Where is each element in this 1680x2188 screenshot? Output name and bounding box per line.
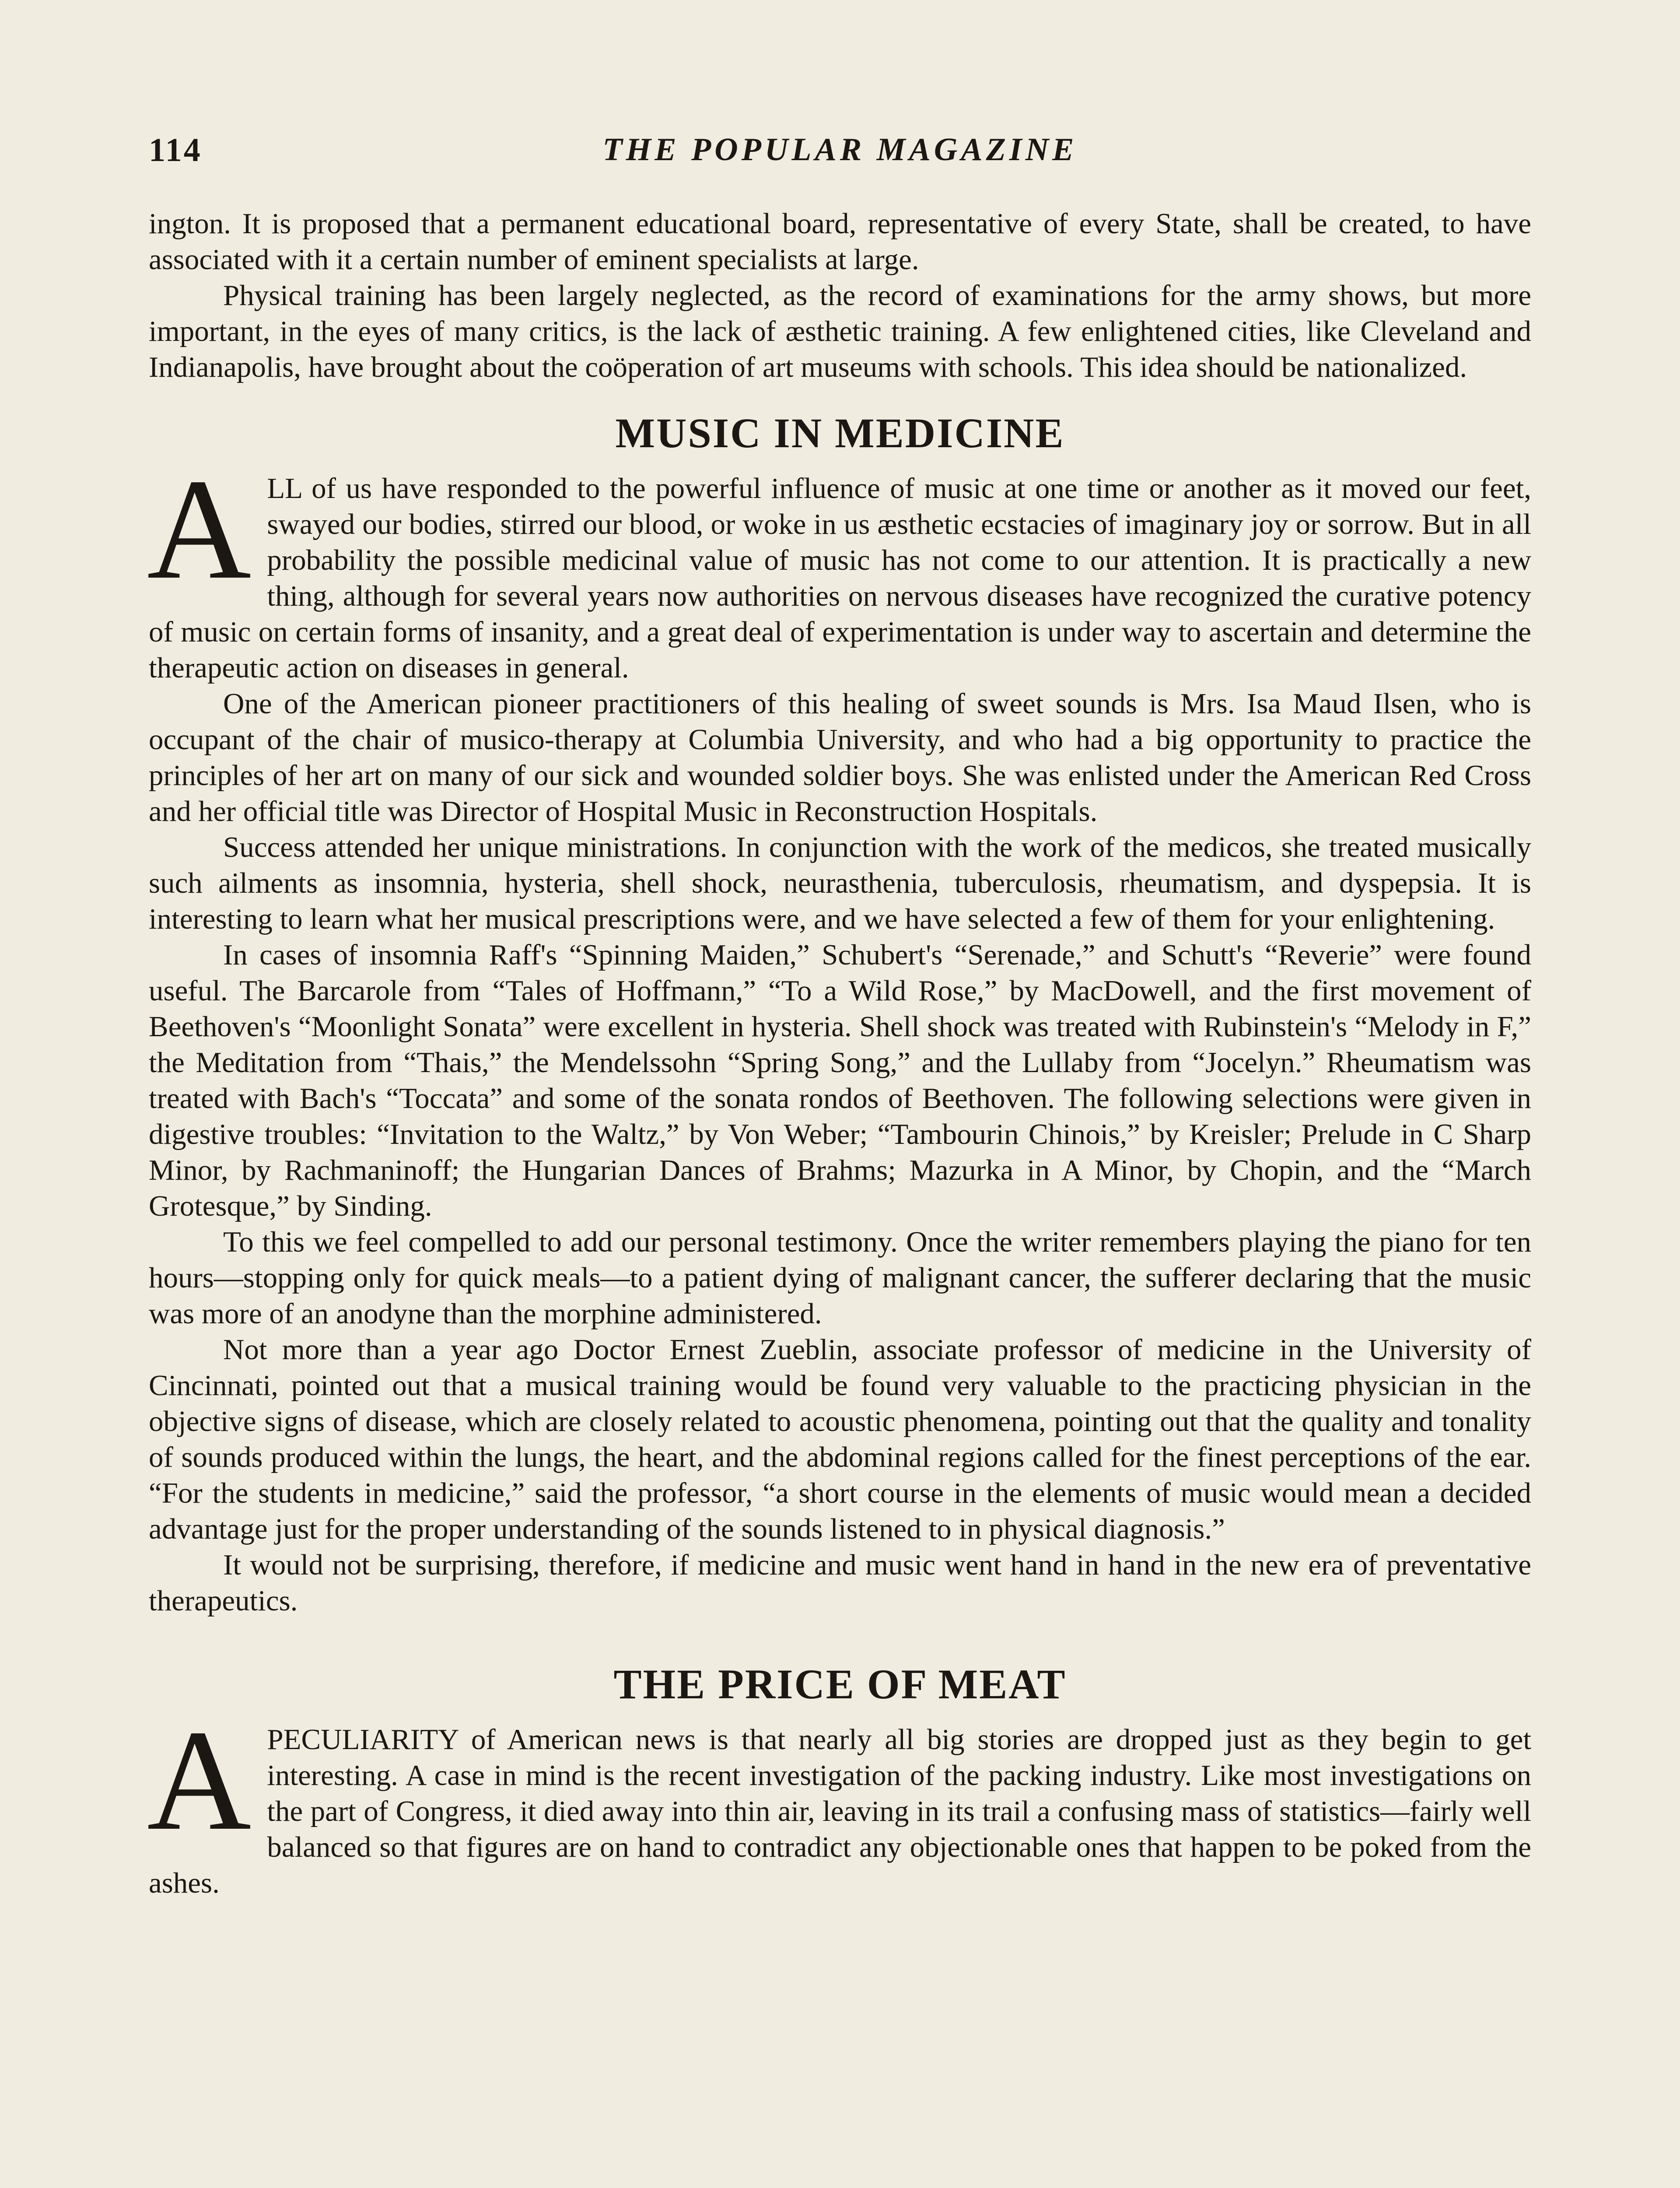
meat-lead-paragraph: [147, 1701, 1531, 1901]
drop-cap: A: [147, 449, 252, 609]
page-header: [149, 131, 1531, 179]
music-paragraph-1: LL of us have responded to the powerful influence of music at one time or another as it moved our feet, swayed our bodies, stirred our blood, or woke in us æsthetic ecstacies of imaginary joy or sorrow. But in all probability the possible medicinal value of music has not come to our attention. It is practically a new thing, although for several years now authorities on nervous diseases have recognized the curative potency of music on certain forms of insanity, and a great deal of experimentation is under way to ascertain and determine the therapeutic action on diseases in general.: [149, 472, 1531, 684]
music-paragraph-6: Not more than a year ago Doctor Ernest Zueblin, associate professor of medicine in the University of Cincinnati, pointed out that a musical training would be found very valuable to the practicing physician in the objective signs of disease, which are closely related to acoustic phenomena, pointing out that the quality and tonality of sounds produced within the lungs, the heart, and the abdominal regions called for the finest perceptions of the ear. “For the students in medicine,” said the professor, “a short course in the elements of music would mean a decided advantage just for the proper understanding of the sounds listened to in physical diagnosis.”: [149, 1333, 1531, 1545]
section-title-music: MUSIC IN MEDICINE: [615, 410, 1065, 456]
music-paragraph-4: In cases of insomnia Raff's “Spinning Maiden,” Schubert's “Serenade,” and Schutt's “Reverie” were found useful. The Barcarole from “Tales of Hoffmann,” “To a Wild Rose,” by MacDowell, and the first movement of Beethoven's “Moonlight Sonata” were excellent in hysteria. Shell shock was treated with Rubinstein's “Melody in F,” the Meditation from “Thais,” the Mendelssohn “Spring Song,” and the Lullaby from “Jocelyn.” Rheumatism was treated with Bach's “Toccata” and some of the sonata rondos of Beethoven. The following selections were given in digestive troubles: “Invitation to the Waltz,” by Von Weber; “Tambourin Chinois,” by Kreisler; Prelude in C Sharp Minor, by Rachmaninoff; the Hungarian Dances of Brahms; Mazurka in A Minor, by Chopin, and the “March Grotesque,” by Sinding.: [149, 939, 1531, 1222]
meat-paragraph-1: PECULIARITY of American news is that nearly all big stories are dropped just as they begin to get interesting. A case in mind is the recent investigation of the packing industry. Like most investigations on the part of Congress, it died away into thin air, leaving in its trail a confusing mass of statistics—fairly well balanced so that figures are on hand to contradict any objectionable ones that happen to be poked from the ashes.: [149, 1723, 1531, 1899]
intro-paragraph-1: ington. It is proposed that a permanent educational board, representative of every State, shall be created, to have associated with it a certain number of eminent specialists at large.: [149, 207, 1531, 276]
section-gap: [149, 1619, 1531, 1636]
music-paragraph-3: Success attended her unique ministrations. In conjunction with the work of the medicos, she treated musically such ailments as insomnia, hysteria, shell shock, neurasthenia, tuberculosis, rheumatism, and dyspepsia. It is interesting to learn what her musical prescriptions were, and we have selected a few of them for your enlightening.: [149, 831, 1531, 935]
section-title-meat: THE PRICE OF MEAT: [613, 1661, 1067, 1708]
article-body: [149, 206, 1531, 1901]
intro-paragraph-2: Physical training has been largely neglected, as the record of examinations for the army shows, but more important, in the eyes of many critics, is the lack of æsthetic training. A few enlightened cities, like Cleveland and Indianapolis, have brought about the coöperation of art museums with schools. This idea should be nationalized.: [149, 279, 1531, 383]
music-paragraph-2: One of the American pioneer practitioners of this healing of sweet sounds is Mrs. Isa Maud Ilsen, who is occupant of the chair of musico-therapy at Columbia University, and who had a big opportunity to practice the principles of her art on many of our sick and wounded soldier boys. She was enlisted under the American Red Cross and her official title was Director of Hospital Music in Reconstruction Hospitals.: [149, 687, 1531, 828]
music-paragraph-5: To this we feel compelled to add our personal testimony. Once the writer remembers playing the piano for ten hours—stopping only for quick meals—to a patient dying of malignant cancer, the sufferer declaring that the music was more of an anodyne than the morphine administered.: [149, 1226, 1531, 1330]
music-paragraph-7: It would not be surprising, therefore, if medicine and music went hand in hand in the new era of preventative therapeutics.: [149, 1549, 1531, 1617]
page-number: 114: [149, 132, 202, 168]
running-title: THE POPULAR MAGAZINE: [602, 132, 1078, 168]
drop-cap: A: [147, 1701, 252, 1860]
music-lead-paragraph: [147, 449, 1531, 686]
